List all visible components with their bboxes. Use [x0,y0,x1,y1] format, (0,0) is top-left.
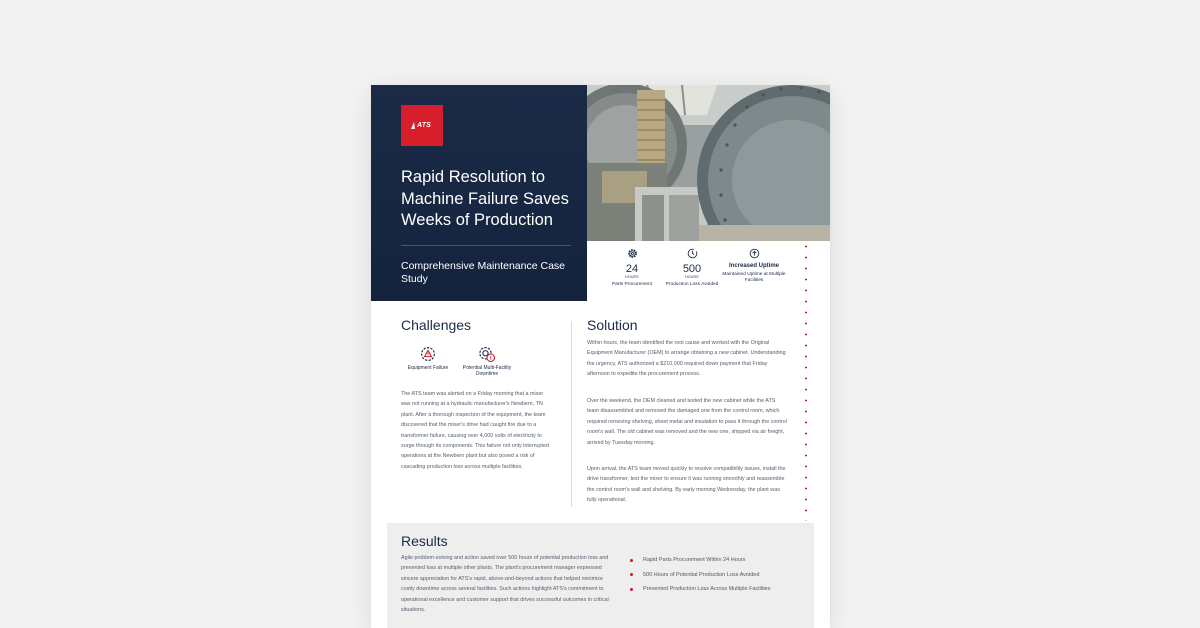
title-divider [401,245,571,246]
clock-icon [686,247,699,260]
stat-production-loss [659,247,725,288]
stat-label: Parts Procurement [612,282,652,287]
list-item: Prevented Production Loss Across Multiple Facilities [627,582,770,597]
stat-unit: HOURS [685,275,699,279]
challenge-multi-facility-downtime [457,345,517,377]
solution-paragraph-3: Upon arrival, the ATS team moved quickly to resolve compatibility issues, install the drive transformer, test the mixer to ensure it was running smoothly and reassemble the control room's wall and shelving. By early morning Wednesday, the plant was fully operational. [587,466,786,504]
case-study-document [371,85,830,628]
machinery-photo [587,85,830,241]
stat-label: Maintained Uptime at Multiple Facilities [722,272,786,283]
warning-gear-icon [419,345,437,363]
stat-number: 24 [625,263,639,275]
ats-logo [401,105,443,146]
results-bullet-list [627,553,770,597]
page-title: Rapid Resolution to Machine Failure Saves Weeks of Production [401,168,569,229]
decorative-dot-column [804,241,808,521]
list-item: 500 Hours of Potential Production Loss Avoided [627,568,770,583]
challenges-body: The ATS team was alerted on a Friday morning that a mixer was not running at a hydraulic manufacturer's Newbern, TN plant. After a thorough inspection of the equipment, the team discovered that the mixer's drive had caught fire due to a transformer failure, causing over 4,000 volts of electricity to surge through its components. This failure not only interrupted operations at the Newbern plant but also posed a risk of cascading production loss across multiple facilities. [401,391,549,470]
challenge-label: Potential Multi-Facility Downtime [462,365,512,377]
challenge-equipment-failure [398,345,458,371]
hero-panel [371,85,587,301]
gear-dollar-icon [478,345,496,363]
solution-heading: Solution [587,317,638,333]
column-divider [571,321,572,507]
stat-parts-procurement [599,247,665,288]
stat-unit: HOURS [625,275,639,279]
solution-paragraph-2: Over the weekend, the OEM cleaned and tested the new cabinet while the ATS team disassembled and removed the damaged one from the control room, which required removing shelving, sheet metal and insulation to pass it through the control room's wall. The old cabinet was removed and the new one, shipped via air freight, arrived by Tuesday morning. [587,398,787,446]
results-section [387,523,814,628]
stats-row [587,241,830,301]
results-heading: Results [401,533,448,549]
stat-headline: Increased Uptime [728,263,780,269]
gear-icon [626,247,639,260]
page-subtitle: Comprehensive Maintenance Case Study [401,260,566,285]
arrow-up-circle-icon [748,247,761,260]
logo-text: ATS [416,122,432,129]
results-body: Agile problem-solving and action saved over 500 hours of potential production loss and prevented loss at multiple other plants. The plant's procurement manager expressed sincere appreciation for ATS's rapid, above-and-beyond actions that helped minimize costly downtime across several facilities. Such actions highlight ATS's commitment to operational excellence and customer support that drives successful outcomes in critical situations. [401,555,609,614]
stat-number: 500 [682,263,702,275]
challenge-label: Equipment Failure [407,365,449,371]
list-item: Rapid Parts Procurement Within 24 Hours [627,553,770,568]
stat-label: Production Loss Avoided [665,282,719,287]
stat-uptime [721,247,787,284]
solution-paragraph-1: Within hours, the team identified the root cause and worked with the Original Equipment Manufacturer (OEM) to arrange obtaining a new cabinet. Understanding the urgency, ATS authorized a $210,000 required down payment that Friday afternoon to expedite the procurement process. [587,340,786,378]
challenges-heading: Challenges [401,317,472,333]
